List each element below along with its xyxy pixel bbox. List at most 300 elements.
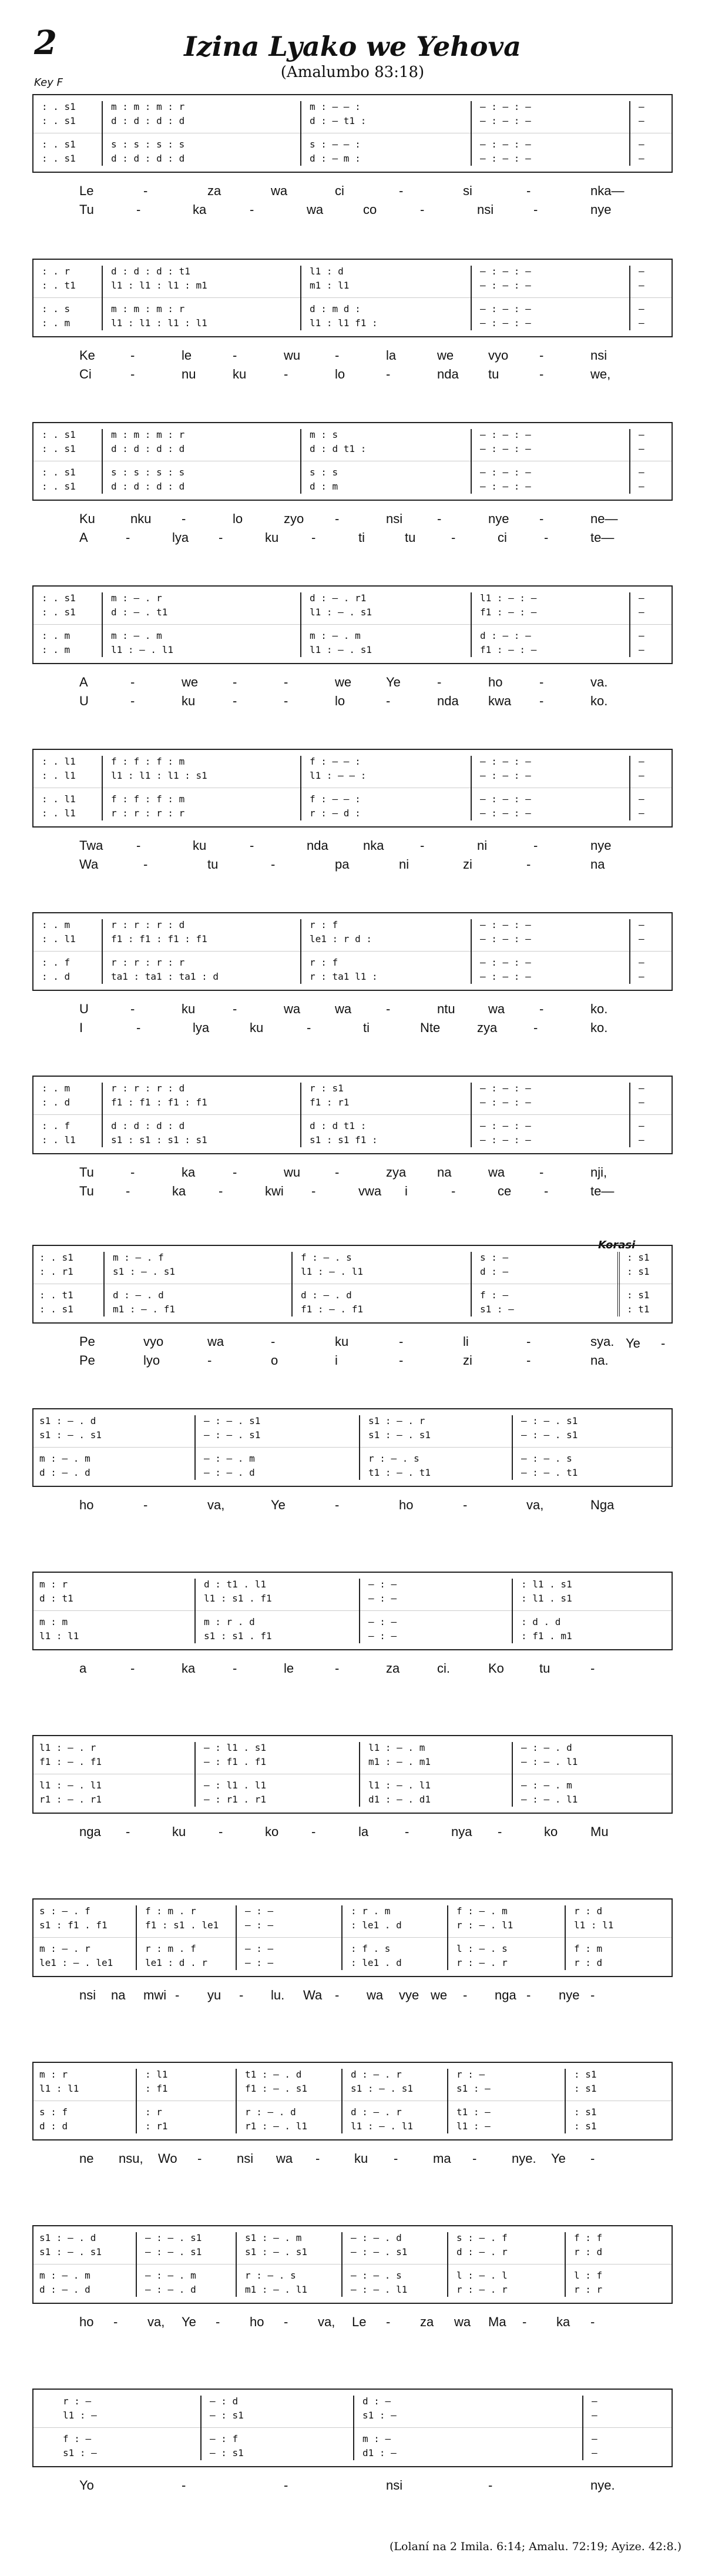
- solfa-measure: : s1: [574, 2083, 597, 2094]
- solfa-measure: d : — m :: [310, 153, 361, 164]
- song-subtitle: (Amalumbo 83:18): [280, 63, 425, 81]
- voice-part: [33, 441, 674, 457]
- lyric-syllable: tu: [405, 530, 416, 545]
- solfa-measure: — : r1 . r1: [204, 1794, 266, 1805]
- solfa-measure: — : —: [368, 1593, 397, 1604]
- lyric-line: [32, 1988, 673, 2008]
- lyric-syllable: -: [399, 1353, 404, 1368]
- solfa-measure: — : — : —: [480, 971, 531, 982]
- lyric-syllable: A: [79, 530, 88, 545]
- solfa-measure: : . m: [42, 919, 70, 930]
- lyric-syllable: i: [335, 1353, 338, 1368]
- solfa-measure: : s1: [574, 2069, 597, 2080]
- solfa-measure: l1 : — . l1: [301, 1266, 363, 1277]
- lyric-syllable: -: [335, 1988, 340, 2002]
- solfa-measure: — : — : —: [480, 1097, 531, 1108]
- solfa-measure: m : — . m: [310, 630, 361, 641]
- voice-part: [33, 1628, 674, 1644]
- lyric-syllable: -: [533, 202, 538, 217]
- solfa-measure: — : — : —: [480, 280, 531, 291]
- solfa-measure: s1 : —: [362, 2410, 397, 2421]
- lyric-syllable: Nga: [590, 1498, 615, 1512]
- solfa-measure: — : — : —: [480, 1120, 531, 1131]
- lyric-line: [32, 1001, 673, 1021]
- lyric-syllable: -: [420, 202, 425, 217]
- solfa-measure: s : —: [480, 1252, 509, 1263]
- lyric-syllable: -: [498, 1824, 502, 1839]
- lyric-syllable: -: [136, 1020, 141, 1035]
- lyric-syllable: Tu: [79, 202, 94, 217]
- solfa-measure: le1 : — . le1: [39, 1957, 113, 1968]
- music-system: [32, 1076, 673, 1217]
- solfa-measure: d : d : d : d: [111, 115, 185, 126]
- staff-box: [32, 1572, 673, 1650]
- lyric-syllable: zyo: [284, 511, 304, 526]
- solfa-measure: m : — . m: [39, 2270, 90, 2281]
- solfa-measure: — : — . s: [351, 2270, 402, 2281]
- lyric-syllable: nye: [590, 202, 612, 217]
- lyric-syllable: -: [126, 1184, 130, 1198]
- solfa-measure: —: [639, 630, 644, 641]
- solfa-measure: : d . d: [521, 1616, 561, 1627]
- solfa-measure: — : — : —: [480, 770, 531, 781]
- voice-part: [33, 1754, 674, 1770]
- solfa-measure: : . s1: [42, 467, 76, 478]
- solfa-measure: —: [639, 793, 644, 805]
- solfa-measure: l : — . l: [456, 2270, 508, 2281]
- voice-part: [33, 2081, 674, 2097]
- solfa-measure: : . l1: [42, 756, 76, 767]
- lyric-syllable: -: [250, 838, 254, 853]
- solfa-measure: s1 : —: [480, 1304, 514, 1315]
- lyric-syllable: wa: [488, 1001, 505, 1016]
- lyric-syllable: Ku: [79, 511, 95, 526]
- lyric-syllable: -: [399, 183, 404, 198]
- lyric-syllable: Twa: [79, 838, 103, 853]
- solfa-measure: s1 : —: [63, 2447, 97, 2458]
- lyric-syllable: vyo: [143, 1334, 164, 1349]
- lyric-syllable: nka: [363, 838, 384, 853]
- solfa-measure: : f1 . m1: [521, 1630, 572, 1642]
- lyric-syllable: Le: [352, 2314, 367, 2329]
- solfa-measure: s1 : — . m: [245, 2232, 302, 2243]
- lyric-syllable: ne: [79, 2151, 94, 2166]
- lyric-syllable: wa: [335, 1001, 352, 1016]
- lyric-syllable: nye: [488, 511, 509, 526]
- solfa-measure: : . s: [42, 303, 70, 314]
- solfa-measure: r : — . r: [456, 1957, 508, 1968]
- lyric-syllable: nga: [495, 1988, 516, 2002]
- lyric-syllable: Ke: [79, 348, 95, 363]
- solfa-measure: : f1: [145, 2083, 168, 2094]
- lyric-syllable: -: [526, 1334, 531, 1349]
- solfa-measure: : . t1: [39, 1289, 73, 1301]
- solfa-measure: r : s1: [310, 1083, 344, 1094]
- solfa-measure: — : —: [245, 1943, 274, 1954]
- staff-box: [32, 2225, 673, 2304]
- solfa-measure: r : —: [63, 2396, 92, 2407]
- lyric-syllable: nga: [79, 1824, 101, 1839]
- solfa-measure: — : — . s1: [145, 2232, 202, 2243]
- solfa-measure: —: [639, 429, 644, 440]
- solfa-measure: l1 : — . r: [39, 1742, 96, 1753]
- lyric-syllable: -: [590, 1988, 595, 2002]
- lyric-syllable: ti: [363, 1020, 370, 1035]
- lyric-syllable: Ye: [182, 2314, 196, 2329]
- solfa-measure: — : — : —: [480, 429, 531, 440]
- lyric-syllable: va,: [147, 2314, 165, 2329]
- lyric-syllable: -: [539, 367, 544, 381]
- lyric-syllable: ku: [250, 1020, 264, 1035]
- solfa-measure: s1 : f1 . f1: [39, 1920, 108, 1931]
- solfa-measure: — : l1 . s1: [204, 1742, 266, 1753]
- staff-box: [32, 1408, 673, 1487]
- lyric-syllable: Tu: [79, 1165, 94, 1180]
- lyric-syllable: ho: [250, 2314, 264, 2329]
- solfa-measure: : le1 . d: [351, 1920, 402, 1931]
- lyric-syllable: ni: [477, 838, 488, 853]
- lyric-syllable: wa: [276, 2151, 293, 2166]
- lyric-syllable: -: [451, 530, 456, 545]
- solfa-measure: t1 : — . d: [245, 2069, 302, 2080]
- solfa-measure: : . f: [42, 1120, 70, 1131]
- staff-box: [32, 585, 673, 664]
- solfa-measure: l : — . s: [456, 1943, 508, 1954]
- solfa-measure: d : d t1 :: [310, 443, 367, 454]
- lyric-syllable: ho: [399, 1498, 414, 1512]
- lyric-syllable: -: [284, 2314, 288, 2329]
- lyric-syllable: -: [126, 1824, 130, 1839]
- lyric-syllable: na: [111, 1988, 126, 2002]
- lyric-syllable: -: [233, 1001, 237, 1016]
- lyric-syllable: we: [335, 675, 352, 689]
- music-system: [32, 259, 673, 400]
- solfa-measure: ta1 : ta1 : ta1 : d: [111, 971, 219, 982]
- lyric-syllable: ka: [182, 1165, 196, 1180]
- lyric-syllable: -: [526, 183, 531, 198]
- lyric-syllable: Wa: [79, 857, 99, 872]
- scripture-footer: (Lolaní na 2 Imila. 6:14; Amalu. 72:19; Ayize. 42:8.): [389, 2540, 682, 2553]
- solfa-measure: —: [639, 1134, 644, 1145]
- voice-part: [33, 1427, 674, 1443]
- solfa-measure: r : —: [456, 2069, 485, 2080]
- staff-box: [32, 1245, 673, 1324]
- lyric-syllable: ka: [193, 202, 207, 217]
- lyric-syllable: -: [311, 1184, 316, 1198]
- staff-box: [32, 1735, 673, 1814]
- lyric-syllable: na.: [590, 1353, 609, 1368]
- lyric-syllable: -: [233, 1165, 237, 1180]
- solfa-measure: m1 : — . l1: [245, 2284, 307, 2295]
- solfa-measure: : . r1: [39, 1266, 73, 1277]
- solfa-measure: d : t1: [39, 1593, 73, 1604]
- lyric-syllable: -: [394, 2151, 398, 2166]
- solfa-measure: : . l1: [42, 770, 76, 781]
- solfa-measure: —: [592, 2447, 597, 2458]
- lyric-line: [32, 348, 673, 368]
- solfa-measure: —: [639, 101, 644, 112]
- music-system: [32, 1572, 673, 1713]
- music-system: [32, 749, 673, 890]
- lyric-syllable: nye: [590, 838, 612, 853]
- solfa-measure: : r1: [145, 2121, 168, 2132]
- voice-part: [33, 315, 674, 331]
- solfa-measure: l1 : —: [63, 2410, 97, 2421]
- solfa-measure: r : — . r: [456, 2284, 508, 2295]
- lyric-syllable: -: [590, 2151, 595, 2166]
- solfa-measure: m : m : m : r: [111, 429, 185, 440]
- solfa-measure: d : d : d : t1: [111, 266, 190, 277]
- solfa-measure: — : — . s1: [204, 1415, 261, 1426]
- solfa-measure: — : —: [245, 1905, 274, 1917]
- solfa-measure: f : — — :: [310, 793, 361, 805]
- lyric-syllable: ku: [182, 1001, 196, 1016]
- lyric-syllable: za: [386, 1661, 400, 1676]
- solfa-measure: : . s1: [39, 1252, 73, 1263]
- staff-box: [32, 422, 673, 501]
- lyric-syllable: -: [399, 1334, 404, 1349]
- voice-part: [33, 1301, 674, 1318]
- lyric-syllable: ho: [488, 675, 503, 689]
- solfa-measure: l1 : l1 : l1 : s1: [111, 770, 207, 781]
- solfa-measure: : . m: [42, 1083, 70, 1094]
- lyric-syllable: -: [219, 1184, 223, 1198]
- lyric-syllable: lo: [335, 367, 345, 381]
- lyric-syllable: za: [207, 183, 221, 198]
- solfa-measure: — : — . t1: [521, 1467, 578, 1478]
- solfa-measure: : . m: [42, 317, 70, 329]
- lyric-syllable: te—: [590, 530, 615, 545]
- solfa-measure: f : f : f : m: [111, 756, 185, 767]
- solfa-measure: s1 : s1 f1 :: [310, 1134, 378, 1145]
- solfa-measure: l1 : s1 . f1: [204, 1593, 272, 1604]
- solfa-measure: s1 : s1 : s1 : s1: [111, 1134, 207, 1145]
- solfa-measure: d : — . r1: [310, 592, 367, 604]
- lyric-syllable: -: [590, 2314, 595, 2329]
- lyric-syllable: ku: [335, 1334, 349, 1349]
- solfa-measure: f1 : f1 : f1 : f1: [111, 1097, 207, 1108]
- lyric-syllable: -: [539, 675, 544, 689]
- solfa-measure: f : —: [480, 1289, 509, 1301]
- voice-part: [33, 113, 674, 129]
- lyric-syllable: nya: [451, 1824, 472, 1839]
- lyric-syllable: ku: [172, 1824, 186, 1839]
- music-system: [32, 2225, 673, 2366]
- solfa-measure: : . s1: [39, 1304, 73, 1315]
- solfa-measure: l1 : — . l1: [111, 644, 173, 655]
- lyric-syllable: -: [405, 1824, 409, 1839]
- solfa-measure: f1 : r1: [310, 1097, 350, 1108]
- lyric-syllable: ce: [498, 1184, 512, 1198]
- lyric-syllable: ko.: [590, 1001, 608, 1016]
- solfa-measure: l1 : — : —: [480, 592, 537, 604]
- solfa-measure: —: [639, 443, 644, 454]
- voice-part: [33, 1590, 674, 1607]
- lyric-syllable: wa: [307, 202, 324, 217]
- lyric-syllable: -: [315, 2151, 320, 2166]
- solfa-measure: d : d t1 :: [310, 1120, 367, 1131]
- music-system: [32, 2389, 673, 2530]
- solfa-measure: r : r : r : d: [111, 919, 185, 930]
- solfa-measure: —: [639, 139, 644, 150]
- lyric-syllable: ho: [79, 1498, 94, 1512]
- solfa-measure: — : s1: [210, 2410, 244, 2421]
- lyric-syllable: -: [307, 1020, 311, 1035]
- solfa-measure: —: [639, 1097, 644, 1108]
- solfa-measure: l1 : — . s1: [310, 644, 372, 655]
- solfa-measure: m : — . r: [111, 592, 162, 604]
- lyric-syllable: zya: [386, 1165, 407, 1180]
- solfa-measure: : l1: [145, 2069, 168, 2080]
- lyric-syllable: ku: [233, 367, 247, 381]
- lyric-syllable: -: [233, 1661, 237, 1676]
- lyric-syllable: wa: [454, 2314, 471, 2329]
- solfa-measure: —: [639, 971, 644, 982]
- lyric-syllable: si: [463, 183, 472, 198]
- solfa-measure: — : — . s1: [145, 2246, 202, 2257]
- lyric-syllable: nsi: [590, 348, 607, 363]
- solfa-measure: s : — — :: [310, 139, 361, 150]
- lyric-syllable: nku: [130, 511, 152, 526]
- lyric-syllable: -: [544, 530, 549, 545]
- solfa-measure: d : — . d: [301, 1289, 352, 1301]
- solfa-measure: — : — . l1: [521, 1794, 578, 1805]
- lyric-syllable: te—: [590, 1184, 615, 1198]
- lyric-syllable: I: [79, 1020, 83, 1035]
- solfa-measure: r : d: [574, 1957, 603, 1968]
- lyric-syllable: nda: [437, 367, 459, 381]
- solfa-measure: — : — : —: [480, 481, 531, 492]
- lyric-syllable: va,: [526, 1498, 544, 1512]
- solfa-measure: d : d : d : d: [111, 153, 185, 164]
- lyric-syllable: -: [386, 2314, 391, 2329]
- music-system: [32, 422, 673, 563]
- solfa-measure: —: [639, 1083, 644, 1094]
- lyric-syllable: ci.: [437, 1661, 450, 1676]
- lyric-syllable: mwi: [143, 1988, 167, 2002]
- lyric-syllable: -: [136, 202, 141, 217]
- lyric-syllable: nsi: [79, 1988, 96, 2002]
- solfa-measure: — : — : —: [480, 266, 531, 277]
- solfa-measure: — : — . s1: [204, 1429, 261, 1441]
- solfa-measure: d : t1 . l1: [204, 1579, 266, 1590]
- lyric-syllable: ntu: [437, 1001, 455, 1016]
- lyric-syllable: nsi: [477, 202, 494, 217]
- lyric-syllable: -: [130, 1661, 135, 1676]
- solfa-measure: l1 : —: [456, 2121, 491, 2132]
- lyric-syllable: la: [358, 1824, 369, 1839]
- lyric-syllable: -: [284, 367, 288, 381]
- solfa-measure: m : m : m : r: [111, 303, 185, 314]
- lyric-syllable: -: [126, 530, 130, 545]
- voice-part: [33, 150, 674, 167]
- lyric-line: [32, 838, 673, 858]
- lyric-syllable: ni: [399, 857, 409, 872]
- lyric-syllable: -: [420, 838, 425, 853]
- lyric-syllable: -: [533, 1020, 538, 1035]
- lyric-syllable: ku: [265, 530, 279, 545]
- solfa-measure: r : r : r : d: [111, 1083, 185, 1094]
- solfa-measure: — : — . d: [351, 2232, 402, 2243]
- voice-part: [33, 969, 674, 985]
- lyric-syllable: -: [130, 367, 135, 381]
- voice-part: [33, 1791, 674, 1808]
- solfa-measure: l : f: [574, 2270, 603, 2281]
- solfa-measure: : . d: [42, 1097, 70, 1108]
- lyric-syllable: zya: [477, 1020, 498, 1035]
- solfa-measure: — : — . m: [521, 1780, 572, 1791]
- lyric-syllable: nsi: [386, 2478, 403, 2493]
- solfa-measure: s1 : — . s1: [368, 1429, 431, 1441]
- lyric-syllable: -: [130, 675, 135, 689]
- lyric-syllable: Mu: [590, 1824, 609, 1839]
- solfa-measure: le1 : r d :: [310, 933, 372, 944]
- lyric-syllable: kwa: [488, 694, 512, 708]
- lyric-syllable: le: [284, 1661, 294, 1676]
- lyric-line: [32, 1353, 673, 1373]
- solfa-measure: : r: [145, 2106, 162, 2118]
- voice-part: [33, 1094, 674, 1111]
- solfa-measure: — : — : —: [480, 808, 531, 819]
- lyric-syllable: ko.: [590, 1020, 608, 1035]
- solfa-measure: m : r: [39, 1579, 68, 1590]
- lyric-syllable: nsu,: [119, 2151, 143, 2166]
- solfa-measure: f1 : — . f1: [301, 1304, 363, 1315]
- lyric-syllable: -: [271, 1334, 276, 1349]
- lyric-syllable: ka: [182, 1661, 196, 1676]
- solfa-measure: l1 : l1: [39, 2083, 79, 2094]
- solfa-measure: f1 : s1 . le1: [145, 1920, 219, 1931]
- solfa-measure: m : m : m : r: [111, 101, 185, 112]
- solfa-measure: r : r : r : r: [111, 957, 185, 968]
- solfa-measure: m : s: [310, 429, 338, 440]
- staff-box: [32, 1076, 673, 1154]
- solfa-measure: : l1 . s1: [521, 1579, 572, 1590]
- solfa-measure: l1 : l1 : l1 : m1: [111, 280, 207, 291]
- song-title: Izina Lyako we Yehova: [184, 31, 521, 62]
- solfa-measure: m : — . m: [39, 1453, 90, 1464]
- solfa-measure: f : — — :: [310, 756, 361, 767]
- lyric-syllable: ku: [193, 838, 207, 853]
- korasi-label: Korasi: [598, 1239, 636, 1251]
- solfa-measure: f1 : f1 : f1 : f1: [111, 933, 207, 944]
- lyric-syllable: nsi: [237, 2151, 254, 2166]
- solfa-measure: : . l1: [42, 793, 76, 805]
- solfa-measure: d : d : d : d: [111, 1120, 185, 1131]
- solfa-measure: : . m: [42, 630, 70, 641]
- solfa-measure: m : — — :: [310, 101, 361, 112]
- solfa-measure: : f . s: [351, 1943, 391, 1954]
- solfa-measure: d : — . t1: [111, 607, 168, 618]
- lyric-line: [32, 530, 673, 550]
- lyric-syllable: Ci: [79, 367, 92, 381]
- solfa-measure: : r . m: [351, 1905, 391, 1917]
- lyric-syllable: nda: [437, 694, 459, 708]
- solfa-measure: f : f : f : m: [111, 793, 185, 805]
- solfa-measure: d : —: [480, 1266, 509, 1277]
- solfa-measure: : . l1: [42, 1134, 76, 1145]
- solfa-measure: l1 : — . m: [368, 1742, 425, 1753]
- solfa-measure: f1 : — : —: [480, 644, 537, 655]
- voice-part: [33, 1132, 674, 1148]
- voice-part: [33, 2445, 674, 2461]
- lyric-syllable: -: [233, 348, 237, 363]
- lyric-line: [32, 694, 673, 713]
- lyric-syllable: -: [271, 857, 276, 872]
- lyric-syllable: na: [437, 1165, 452, 1180]
- solfa-measure: r : r: [574, 2284, 603, 2295]
- voice-part: [33, 1917, 674, 1934]
